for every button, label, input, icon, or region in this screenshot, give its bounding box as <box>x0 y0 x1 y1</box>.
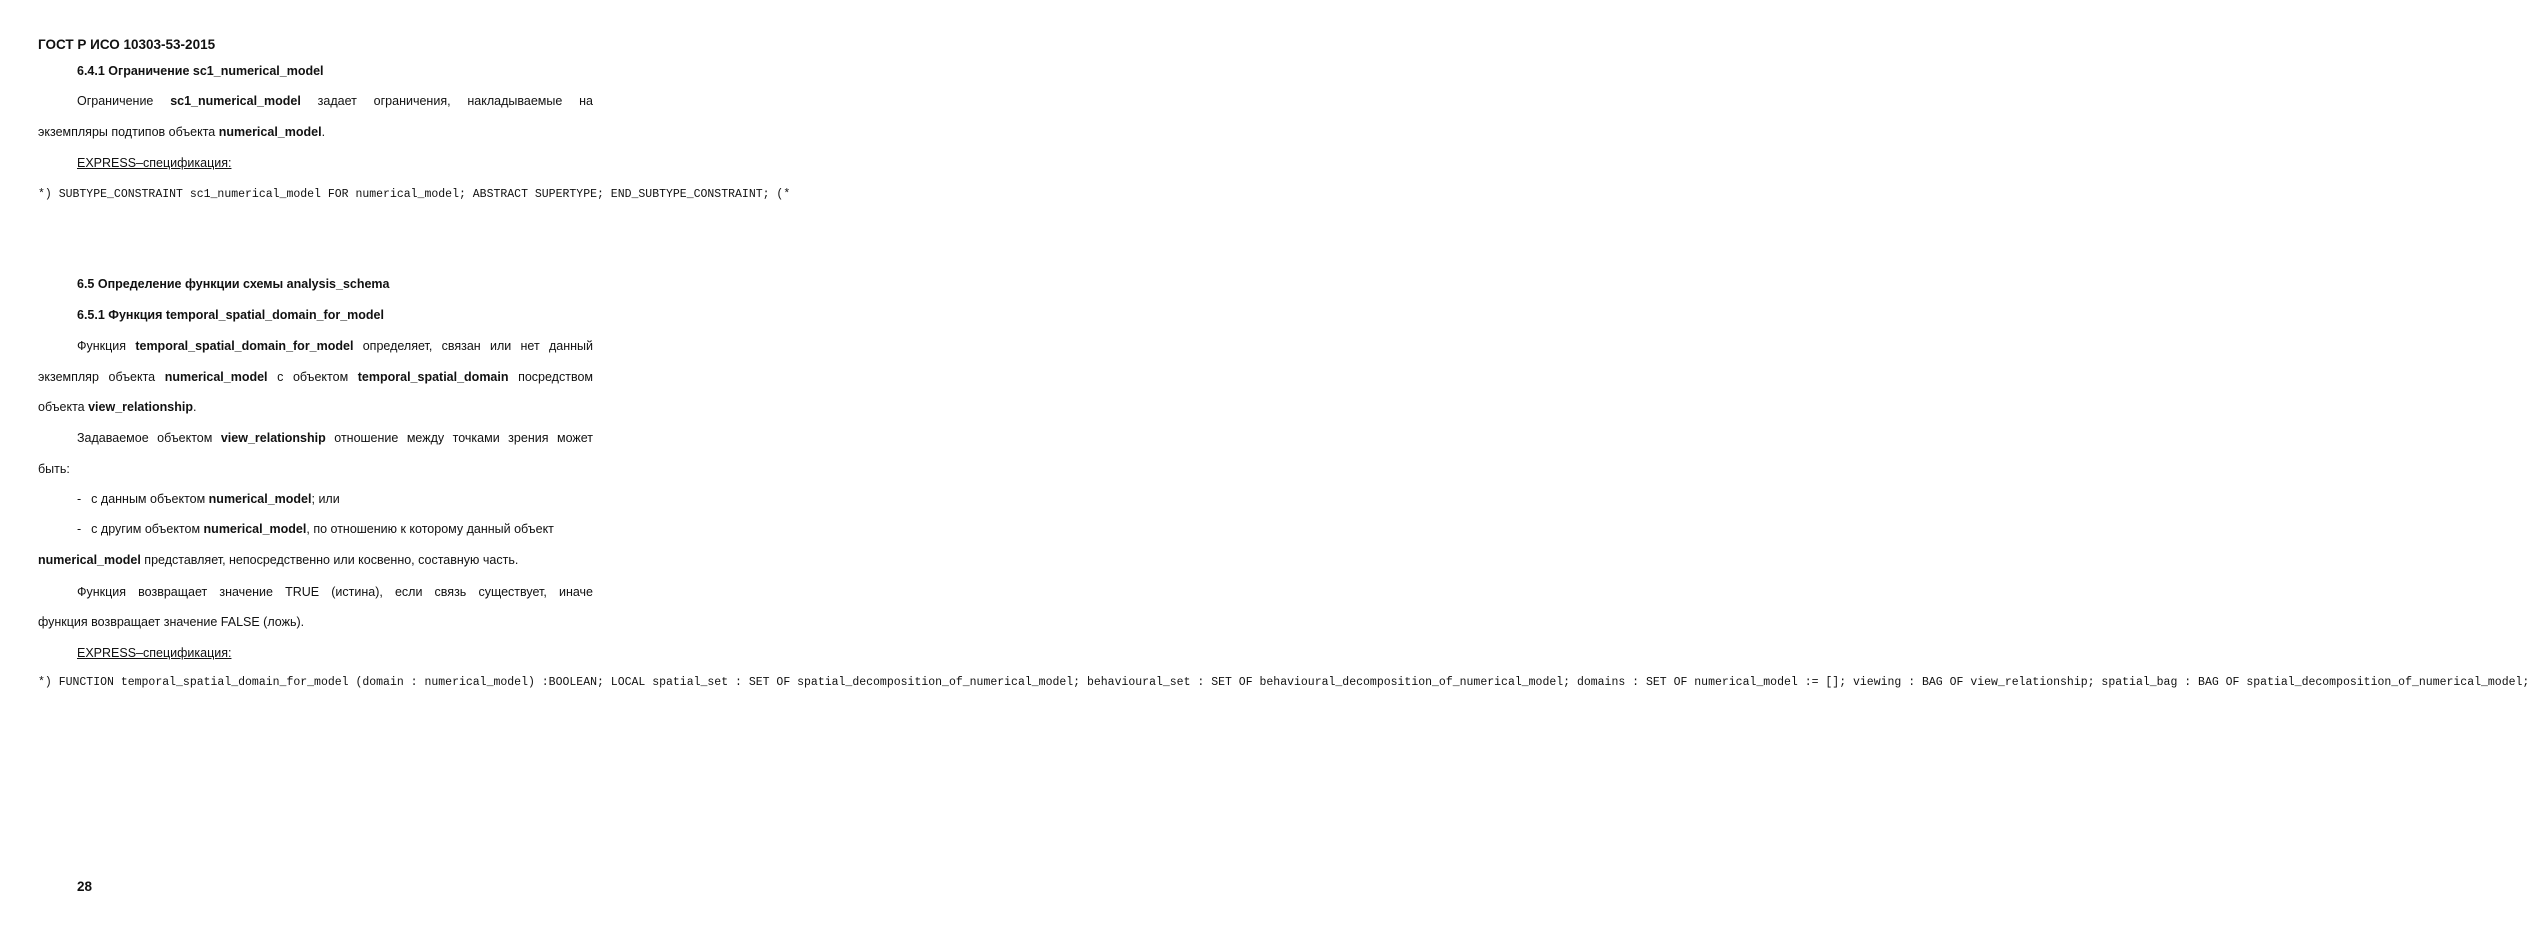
code-block-2: *) FUNCTION temporal_spatial_domain_for_model (domain : numerical_model) :BOOLEAN; LOCAL spatial_set : SET OF spatial_decomposition_of_numerical_model; behavioural_set : SET OF behavioural_decomposition_of_numerical_model; domains : SET OF numerical_model := []; viewing : BAG OF view_relationship; spatial_bag : BAG OF spatial_decomposition_of_numerical_model; <box>38 676 2529 689</box>
term: sc1_numerical_model <box>170 94 301 108</box>
text: , по отношению к которому данный объект <box>306 522 554 536</box>
para-sc1-line1 <box>77 94 593 108</box>
term: numerical_model <box>203 522 307 536</box>
text: с данным объектом <box>91 492 209 506</box>
text: . <box>321 125 326 139</box>
para-return-line2: функция возвращает значение FALSE (ложь). <box>38 615 305 629</box>
term: temporal_spatial_domain <box>357 370 509 384</box>
page-number: 28 <box>77 879 93 894</box>
text: Задаваемое объектом <box>77 431 221 445</box>
text: ; или <box>311 492 340 506</box>
term: numerical_model <box>208 492 312 506</box>
text: Ограничение <box>77 94 171 108</box>
para-view-line1 <box>77 431 593 445</box>
text: с объектом <box>267 370 358 384</box>
text: представляет, непосредственно или косвенно, составную часть. <box>140 553 519 567</box>
term: temporal_spatial_domain_for_model <box>135 339 354 353</box>
term: view_relationship <box>88 400 193 414</box>
text: отношение между точками зрения может <box>325 431 594 445</box>
heading-6-4-1: 6.4.1 Ограничение sc1_numerical_model <box>77 64 324 78</box>
list-dash: - <box>77 492 82 506</box>
text: объекта <box>38 400 89 414</box>
para-func-line3 <box>38 400 196 414</box>
text: Функция <box>77 339 136 353</box>
term: view_relationship <box>220 431 326 445</box>
heading-6-5: 6.5 Определение функции схемы analysis_schema <box>77 277 390 291</box>
express-label-2: EXPRESS–спецификация: <box>77 646 232 660</box>
list-item-1 <box>77 492 340 506</box>
text: . <box>193 400 197 414</box>
para-func-line1 <box>77 339 593 353</box>
para-sc1-line2 <box>38 125 325 139</box>
para-func-line2 <box>38 370 593 384</box>
term: numerical_model <box>38 553 141 567</box>
term: numerical_model <box>218 125 322 139</box>
para-view-line2: быть: <box>38 462 70 476</box>
express-label-1: EXPRESS–спецификация: <box>77 156 232 170</box>
heading-6-5-1: 6.5.1 Функция temporal_spatial_domain_for_model <box>77 308 384 322</box>
term: numerical_model <box>164 370 268 384</box>
text: определяет, связан или нет данный <box>353 339 593 353</box>
list-dash: - <box>77 522 82 536</box>
list-item-2-continuation <box>38 553 518 567</box>
text: с другим объектом <box>91 522 204 536</box>
text: экземпляры подтипов объекта <box>38 125 219 139</box>
text: задает ограничения, накладываемые на <box>300 94 593 108</box>
document-header: ГОСТ Р ИСО 10303-53-2015 <box>38 37 216 52</box>
para-return-line1: Функция возвращает значение TRUE (истина), если связь существует, иначе <box>77 585 593 599</box>
text: экземпляр объекта <box>38 370 165 384</box>
code-block-1: *) SUBTYPE_CONSTRAINT sc1_numerical_model FOR numerical_model; ABSTRACT SUPERTYPE; END_SUBTYPE_CONSTRAINT; (* <box>38 188 791 201</box>
text: посредством <box>508 370 594 384</box>
list-item-2 <box>77 522 554 536</box>
